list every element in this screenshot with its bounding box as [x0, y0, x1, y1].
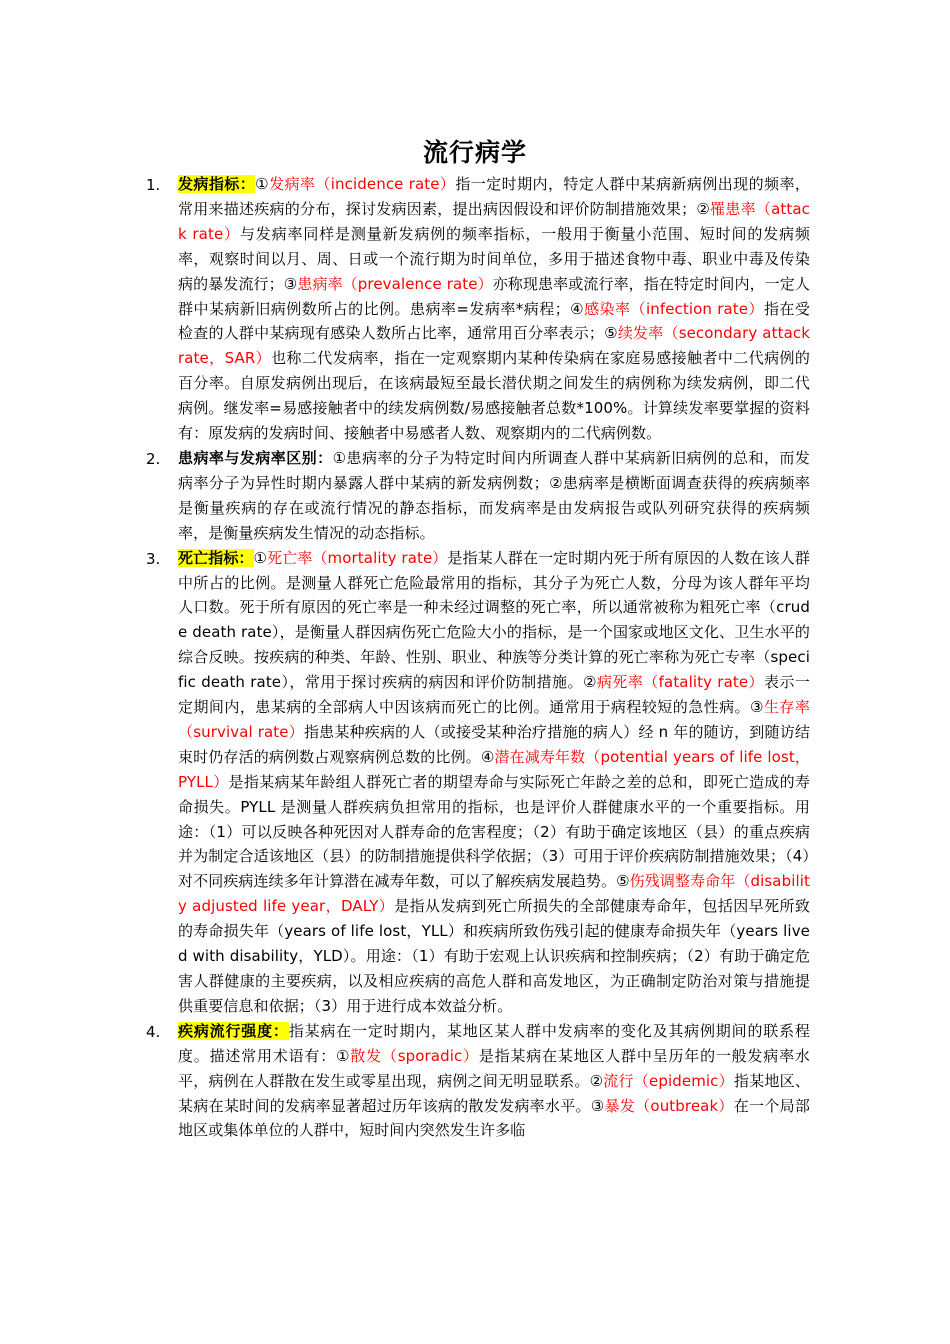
body-text: 是指某病某年龄组人群死亡者的期望寿命与实际死亡年龄之差的总和，即死亡造成的寿命损失。PYLL 是测量人群疾病负担常用的指标，也是评价人群健康水平的一个重要指标。用途：（1）可以反映各种死因对人群寿命的危害程度；（2）有助于确定该地区（县）的重点疾病并为制定合适该地区（县）的防制措施提供科学依据；（3）可用于评价疾病防制措施效果；（4）对不同疾病连续多年计算潜在减寿年数，可以了解疾病发展趋势。⑤: [178, 772, 810, 891]
list-item: [0, 1019, 950, 1144]
body-text: 指一定时期内，特定人群中某病新病例出现的频率，常用来描述疾病的分布，探讨发病因素，提出病因假设和评价防制措施效果；②: [178, 175, 810, 218]
numbered-list: [0, 172, 950, 1143]
item-number: 3.: [146, 549, 161, 568]
body-text: 是指某人群在一定时期内死于所有原因的人数在该人群中所占的比例。是测量人群死亡危险最常用的指标，其分子为死亡人数，分母为该人群年平均人口数。死于所有原因的死亡率是一种未经过调整的死亡率，所以通常被称为粗死亡率（crude death rate），是衡量人群因病伤死亡危险大小的指标，是一个国家或地区文化、卫生水平的综合反映。按疾病的种类、年龄、性别、职业、种族等分类计算的死亡率称为死亡专率（specific death rate），常用于探讨疾病的病因和评价防制措施。②: [178, 548, 810, 692]
term-name: 散发（sporadic）: [350, 1046, 479, 1065]
term-name: 死亡率（mortality rate）: [267, 548, 448, 567]
item-heading-highlighted: 发病指标：: [178, 175, 256, 193]
body-text: 与发病率同样是测量新发病例的频率指标，一般用于衡量小范围、短时间的发病频率，观察时间以月、周、日或一个流行期为时间单位，多用于描述食物中毒、职业中毒及传染病的暴发流行；③: [178, 224, 811, 293]
list-item: [0, 446, 950, 546]
term-name: 生存率（survival rate）: [178, 698, 810, 741]
item-paragraph: [178, 446, 810, 546]
body-text: 表示一定期间内，患某病的全部病人中因该病而死亡的比例。通常用于病程较短的急性病。③: [178, 673, 810, 717]
body-text: 指某病在一定时期内，某地区某人群中发病率的变化及其病例期间的联系程度。描述常用术语有：①: [178, 1021, 810, 1065]
item-paragraph: [178, 546, 810, 1019]
term-name: 暴发（outbreak）: [604, 1096, 734, 1115]
body-text: 是指从发病到死亡所损失的全部健康寿命年，包括因早死所致的寿命损失年（years of life lost，YLL）和疾病所致伤残引起的健康寿命损失年（years lived with disability，YLD）。用途：（1）有助于宏观上认识疾病和控制疾病；（2）有助于确定危害人群健康的主要疾病，以及相应疾病的高危人群和高发地区，为正确制定防治对策与措施提供重要信息和依据；（3）用于进行成本效益分析。: [178, 897, 811, 1015]
body-text: ①患病率的分子为特定时间内所调查人群中某病新旧病例的总和，而发病率分子为异性时期内暴露人群中某病的新发病例数；②患病率是横断面调查获得的疾病频率是衡量疾病的存在或流行情况的静态指标，而发病率是由发病报告或队列研究获得的疾病频率，是衡量疾病发生情况的动态指标。: [178, 448, 810, 542]
body-text: 指患某种疾病的人（或接受某种治疗措施的病人）经 n 年的随访，到随访结束时仍存活的病例数占观察病例总数的比例。④: [178, 722, 810, 766]
body-text: 指某地区、某病在某时间的发病率显著超过历年该病的散发发病率水平。③: [178, 1071, 810, 1115]
term-name: 病死率（fatality rate）: [596, 673, 764, 692]
body-text: ①: [253, 548, 268, 567]
term-name: 流行（epidemic）: [603, 1071, 734, 1090]
term-name: 发病率（incidence rate）: [269, 175, 456, 193]
list-item: [0, 172, 950, 446]
item-number: 1.: [146, 176, 161, 194]
item-heading-highlighted: 死亡指标：: [178, 548, 254, 567]
term-name: 罹患率（attack rate）: [178, 199, 811, 243]
body-text: 是指某病在某地区人群中呈历年的一般发病率水平，病例在人群散在发生或零星出现，病例之间无明显联系。②: [178, 1046, 810, 1090]
item-heading-highlighted: 疾病流行强度：: [178, 1021, 289, 1040]
term-name: 续发率（secondary attack rate，SAR）: [178, 324, 810, 368]
term-name: 感染率（infection rate）: [584, 299, 764, 318]
body-text: 在一个局部地区或集体单位的人群中，短时间内突然发生许多临: [178, 1096, 810, 1140]
body-text: 亦称现患率或流行率，指在特定时间内，一定人群中某病新旧病例数所占的比例。患病率=发病率*病程；④: [178, 274, 810, 318]
term-name: 患病率（prevalence rate）: [297, 274, 493, 293]
item-paragraph: [178, 1019, 810, 1144]
item-number: 4.: [146, 1022, 161, 1041]
body-text: 也称二代发病率，指在一定观察期内某种传染病在家庭易感接触者中二代病例的百分率。自原发病例出现后，在该病最短至最长潜伏期之间发生的病例称为续发病例，即二代病例。继发率=易感接触者中的续发病例数/易感接触者总数*100%。计算续发率要掌握的资料有：原发病的发病时间、接触者中易感者人数、观察期内的二代病例数。: [178, 349, 810, 443]
document-title: 流行病学: [422, 138, 527, 167]
body-text: 指在受检查的人群中某病现有感染人数所占比率，通常用百分率表示；⑤: [178, 299, 810, 343]
term-name: 潜在减寿年数（potential years of life lost，PYLL）: [178, 747, 810, 791]
item-number: 2.: [146, 449, 161, 468]
item-heading: 患病率与发病率区别：: [178, 448, 333, 467]
list-item: [0, 546, 950, 1019]
item-paragraph: [178, 172, 810, 446]
body-text: ①: [255, 175, 270, 193]
term-name: 伤残调整寿命年（disability adjusted life year，DALY）: [178, 872, 810, 916]
